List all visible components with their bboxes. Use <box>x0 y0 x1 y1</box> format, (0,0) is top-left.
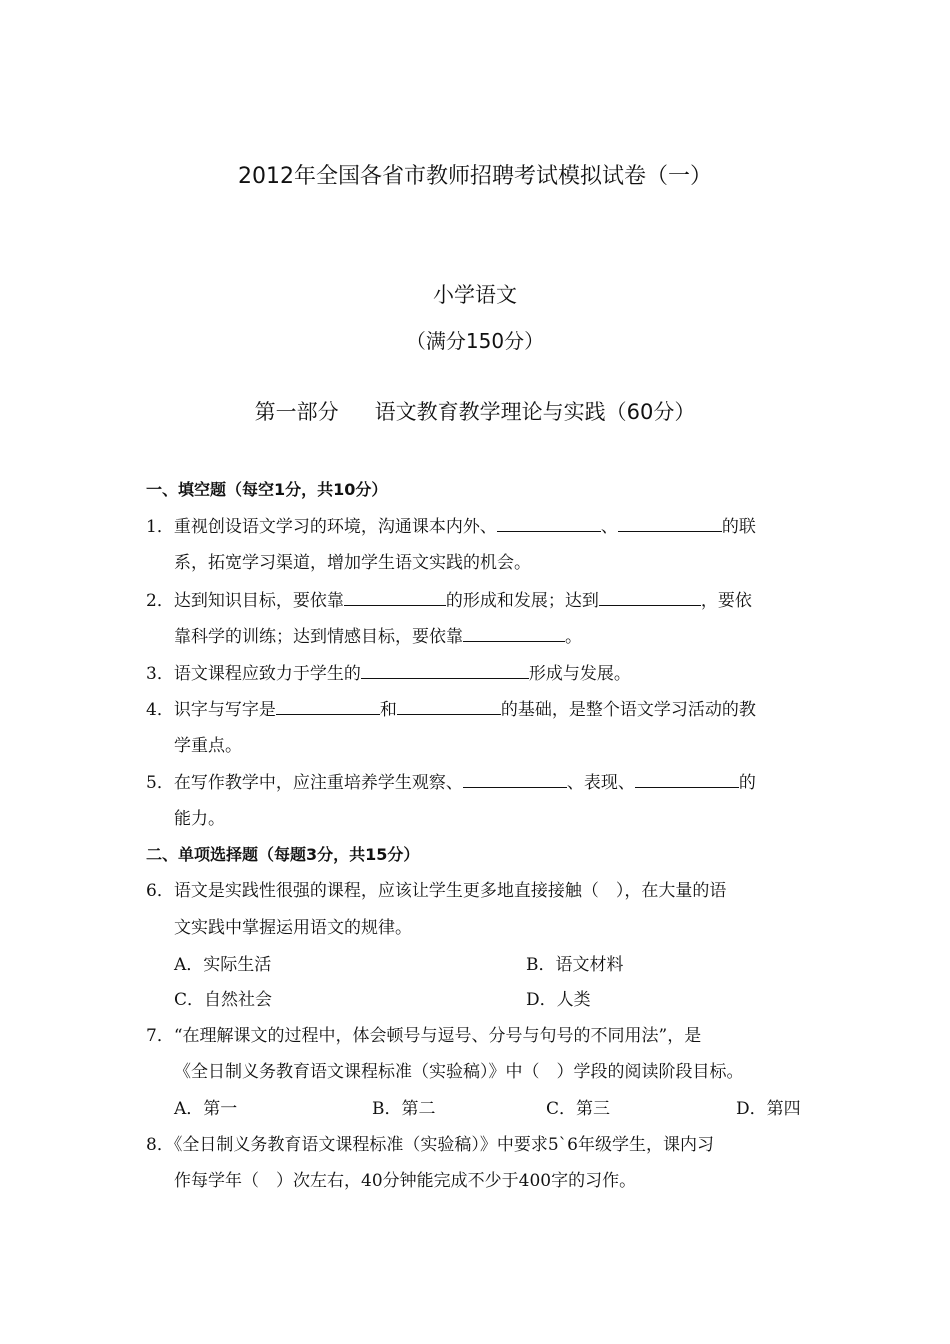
answer-blank[interactable] <box>618 513 722 532</box>
subject-title: 小学语文 <box>433 283 517 307</box>
part-title: 语文教育教学理论与实践（60分） <box>374 400 696 424</box>
exam-title: 2012年全国各省市教师招聘考试模拟试卷（一） <box>238 164 712 189</box>
question-7-line-1: 7．“在理解课文的过程中，体会顿号与逗号、分号与句号的不同用法”，是 <box>146 1026 702 1046</box>
answer-blank[interactable] <box>497 513 601 532</box>
answer-blank[interactable] <box>463 769 567 788</box>
question-8-line-2: 作每学年（ ）次左右，40分钟能完成不少于400字的习作。 <box>174 1171 637 1191</box>
question-7-line-2: 《全日制义务教育语文课程标准（实验稿）》中（ ）学段的阅读阶段目标。 <box>174 1062 744 1082</box>
question-4-line-1: 4．识字与写字是 和 的基础，是整个语文学习活动的教 <box>146 696 826 723</box>
question-3: 3．语文课程应致力于学生的 形成与发展。 <box>146 660 826 687</box>
answer-blank[interactable] <box>397 696 501 715</box>
question-7-option-a[interactable]: A．第一 <box>174 1099 238 1119</box>
question-6-option-d[interactable]: D．人类 <box>526 990 591 1010</box>
answer-blank[interactable] <box>361 660 529 679</box>
question-2-line-1: 2．达到知识目标，要依靠 的形成和发展；达到 ，要依 <box>146 587 826 614</box>
question-6-line-2: 文实践中掌握运用语文的规律。 <box>174 918 412 938</box>
question-7-option-b[interactable]: B．第二 <box>372 1099 436 1119</box>
question-7-option-d[interactable]: D．第四 <box>736 1099 801 1119</box>
question-5-line-1: 5．在写作教学中，应注重培养学生观察、 、表现、 的 <box>146 769 826 796</box>
answer-blank[interactable] <box>276 696 380 715</box>
question-4-line-2: 学重点。 <box>174 736 242 756</box>
answer-blank[interactable] <box>599 587 701 606</box>
section-heading-single-choice: 二、单项选择题（每题3分，共15分） <box>146 845 420 864</box>
question-8-line-1: 8．《全日制义务教育语文课程标准（实验稿）》中要求5`6年级学生，课内习 <box>146 1135 714 1155</box>
question-1-line-2: 系，拓宽学习渠道，增加学生语文实践的机会。 <box>174 553 531 573</box>
question-7-option-c[interactable]: C．第三 <box>546 1099 611 1119</box>
question-1-line-1: 1．重视创设语文学习的环境，沟通课本内外、 、 的联 <box>146 513 826 540</box>
part-heading <box>0 396 950 428</box>
question-2-line-2: 靠科学的训练；达到情感目标，要依靠 。 <box>174 623 854 650</box>
question-6-option-c[interactable]: C．自然社会 <box>174 990 273 1010</box>
question-6-line-1: 6．语文是实践性很强的课程，应该让学生更多地直接接触（ ），在大量的语 <box>146 881 727 901</box>
answer-blank[interactable] <box>463 623 565 642</box>
question-6-option-b[interactable]: B．语文材料 <box>526 955 624 975</box>
question-6-option-a[interactable]: A．实际生活 <box>174 955 272 975</box>
question-5-line-2: 能力。 <box>174 809 225 829</box>
answer-blank[interactable] <box>344 587 446 606</box>
part-label: 第一部分 <box>254 400 339 424</box>
answer-blank[interactable] <box>635 769 739 788</box>
full-score: （满分150分） <box>405 329 545 353</box>
section-heading-fill-blank: 一、填空题（每空1分，共10分） <box>146 480 388 499</box>
